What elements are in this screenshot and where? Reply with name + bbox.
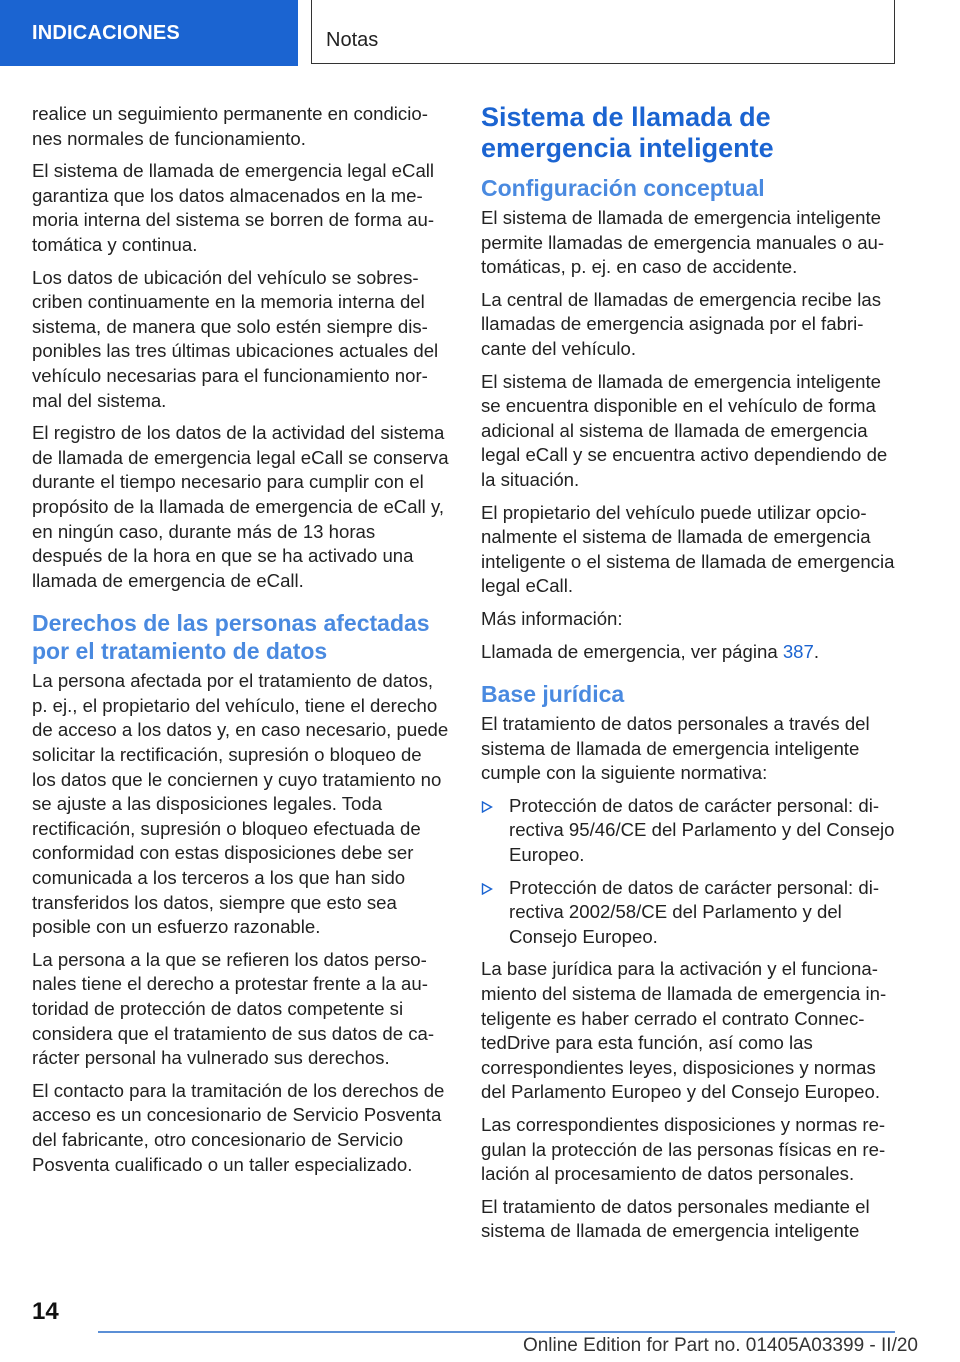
cross-reference-text: Llamada de emergencia, ver página xyxy=(481,640,783,662)
left-column xyxy=(32,102,450,1185)
chapter-title: Notas xyxy=(326,29,379,51)
list-item xyxy=(481,794,899,868)
triangle-right-outline-icon xyxy=(481,801,493,813)
page-number: 14 xyxy=(32,1298,59,1325)
paragraph: El sistema de llamada de emergencia inteligente permite llamadas de emergencia manuales o automáticas, p. ej. en caso de accidente. xyxy=(481,207,885,278)
more-info-label: Más información: xyxy=(481,607,623,629)
paragraph: La base jurídica para la activación y el funcionamiento del sistema de llamada de emergencia inteligente es haber cerrado el contrato ConnectedDrive para esta función, así como las correspondientes leyes, disposiciones y normas del Parlamento Europeo y del Consejo Europeo. xyxy=(481,958,887,1103)
cross-reference xyxy=(481,640,899,665)
cross-reference-end: . xyxy=(813,640,820,662)
paragraph: Las correspondientes disposiciones y normas regulan la protección de las personas físicas en relación al procesamiento de datos personales. xyxy=(481,1114,886,1185)
paragraph: La persona a la que se refieren los datos personales tiene el derecho a protestar frente a la autoridad de protección de datos competente si considera que el tratamiento de sus datos de carácter personal ha vulnerado sus derechos. xyxy=(32,948,435,1069)
list-item-text: Protección de datos de carácter personal: directiva 2002/58/CE del Parlamento y del Consejo Europeo. xyxy=(509,876,880,947)
page-link[interactable]: 387 xyxy=(782,640,814,662)
paragraph: El tratamiento de datos personales mediante el sistema de llamada de emergencia inteligente xyxy=(481,1195,870,1242)
paragraph: La persona afectada por el tratamiento de datos, p. ej., el propietario del vehículo, tiene el derecho de acceso a los datos y, en caso necesario, puede solicitar la rectificación, supresión o bloqueo de los datos que le conciernen y cuyo tratamiento no se ajuste a las disposiciones legales. Toda rectificación, supresión o bloqueo efectuada de conformidad con estas disposiciones debe ser comunicada a los terceros a los que han sido transferidos los datos, siempre que esto sea posible con un esfuerzo razonable. xyxy=(32,670,449,938)
paragraph: El registro de los datos de la actividad del sistema de llamada de emergencia legal eCall se conserva durante el tiempo necesario para cumplir con el propósito de la llamada de emergencia de eCall y, en ningún caso, durante más de 13 horas después de la hora en que se ha activado una llamada de emergencia de eCall. xyxy=(32,422,449,591)
chapter-box xyxy=(311,0,895,64)
list-item xyxy=(481,876,899,950)
subheading-rights: Derechos de las personas afectadas por el tratamiento de datos xyxy=(32,610,430,665)
page-header xyxy=(0,0,960,66)
paragraph: Los datos de ubicación del vehículo se sobrescriben continuamente en la memoria interna del sistema, de manera que solo estén siempre disponibles las tres últimas ubicaciones actuales del vehículo necesarias para el funcionamiento normal del sistema. xyxy=(32,266,439,411)
paragraph: El contacto para la tramitación de los derechos de acceso es un concesionario de Servicio Posventa del fabricante, otro concesionario de Servicio Posventa cualificado o un taller especializado. xyxy=(32,1079,445,1175)
paragraph: El sistema de llamada de emergencia inteligente se encuentra disponible en el vehículo de forma adicional al sistema de llamada de emergencia legal eCall y se encuentra activo dependiendo de la situación. xyxy=(481,370,888,490)
paragraph: El tratamiento de datos personales a través del sistema de llamada de emergencia inteligente cumple con la siguiente normativa: xyxy=(481,713,870,784)
list-item-text: Protección de datos de carácter personal: directiva 95/46/CE del Parlamento y del Consejo Europeo. xyxy=(509,794,895,866)
right-column xyxy=(481,102,899,1252)
bullet-list xyxy=(481,794,899,950)
paragraph: La central de llamadas de emergencia recibe las llamadas de emergencia asignada por el fabricante del vehículo. xyxy=(481,288,881,359)
paragraph: realice un seguimiento permanente en condiciones normales de funcionamiento. xyxy=(32,103,428,149)
paragraph: El propietario del vehículo puede utilizar opcionalmente el sistema de llamada de emergencia inteligente o el sistema de llamada de emergencia legal eCall. xyxy=(481,501,895,597)
section-tab[interactable]: INDICACIONES xyxy=(0,0,298,66)
triangle-right-outline-icon xyxy=(481,883,493,895)
footer-edition: Online Edition for Part no. 01405A03399 - II/20 xyxy=(522,1335,918,1356)
paragraph: El sistema de llamada de emergencia legal eCall garantiza que los datos almacenados en la memoria interna del sistema se borren de forma automática y continua. xyxy=(32,160,435,255)
subheading-legal: Base jurídica xyxy=(481,681,625,708)
subheading-concept: Configuración conceptual xyxy=(481,175,765,201)
section-heading: Sistema de llamada de emergencia inteligente xyxy=(481,102,774,163)
